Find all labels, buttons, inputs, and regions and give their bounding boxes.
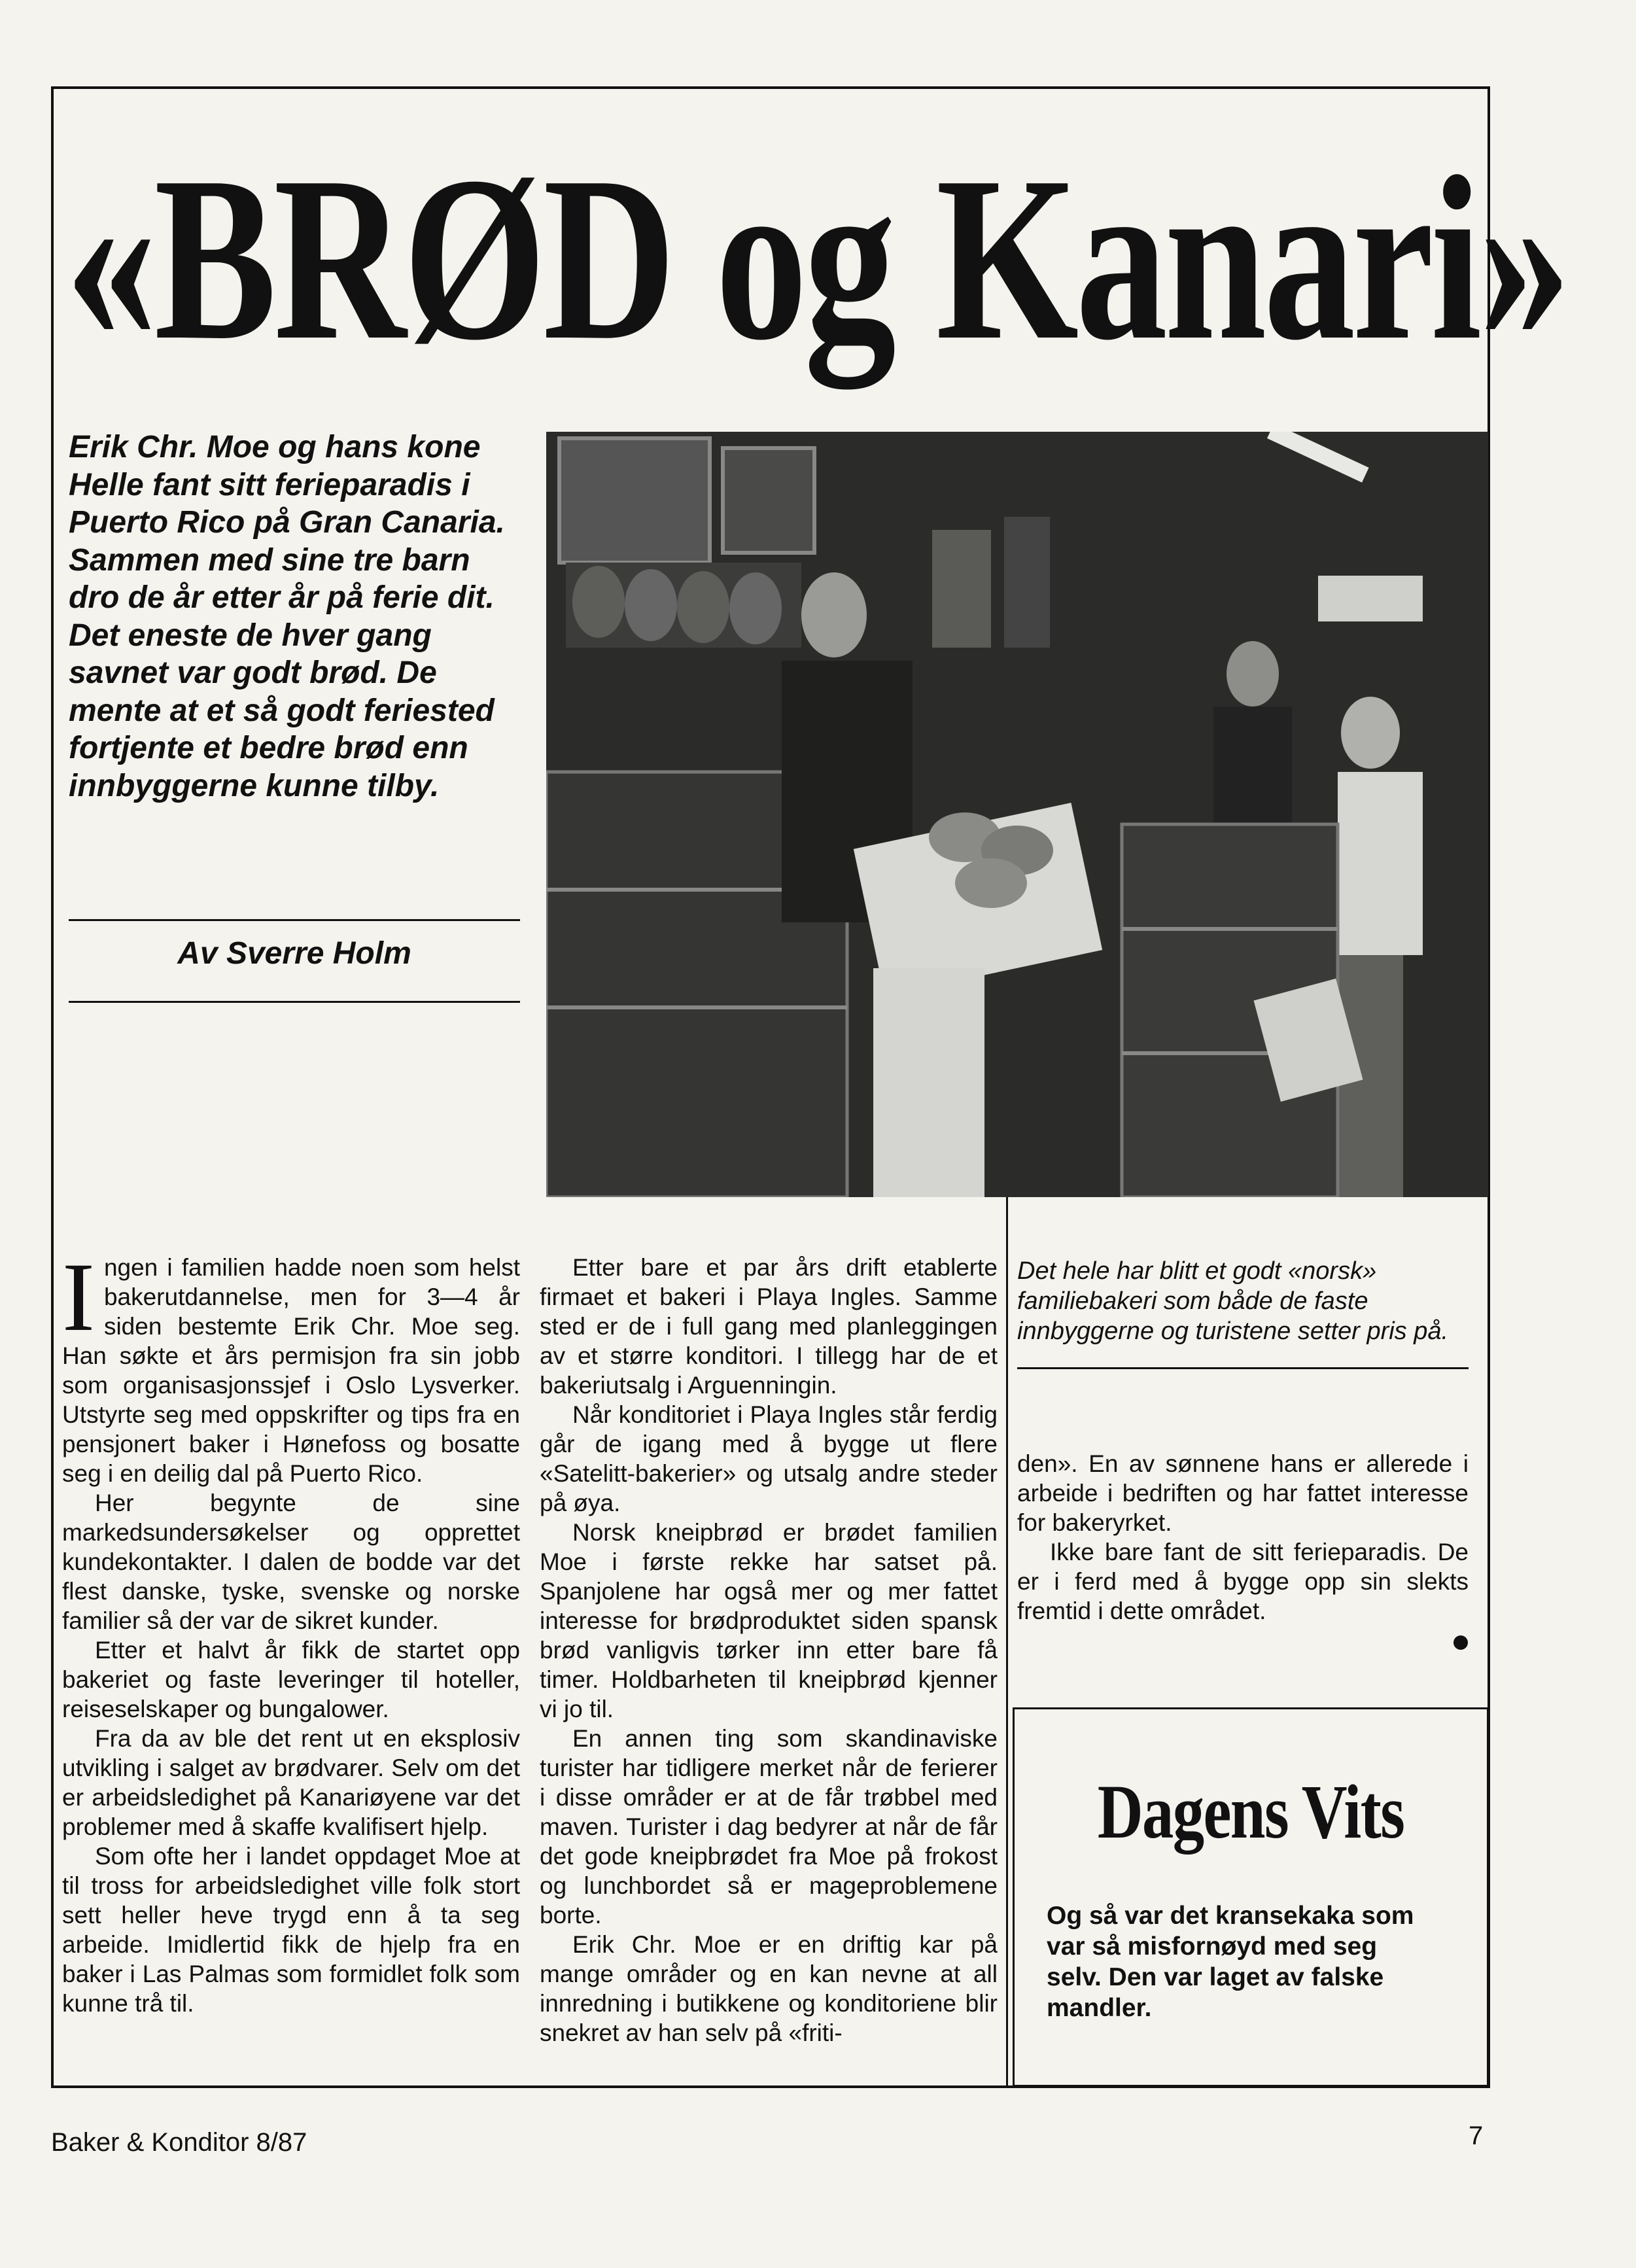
col1-paragraph-5: Som ofte her i landet oppdaget Moe at til tross for arbeidsledighet ville folk stort sett heller heve trygd enn å ta seg arbeide. Imidlertid fikk de hjelp fra en baker i Las Palmas som formidlet folk som kunne trå til. xyxy=(62,1843,520,2017)
sidebar-box xyxy=(1013,1707,1489,2087)
column-3 xyxy=(1017,1449,1469,1626)
byline-rule-top xyxy=(69,919,520,921)
byline: Av Sverre Holm xyxy=(177,936,411,971)
col3-paragraph-2: Ikke bare fant de sitt ferieparadis. De er i ferd med å bygge opp sin slekts fremtid i dette området. xyxy=(1017,1539,1469,1624)
headline: «BRØD og Kanari» xyxy=(65,128,1568,389)
footer-page-number: 7 xyxy=(1469,2121,1484,2150)
col2-paragraph-1: Etter bare et par års drift etablerte firmaet et bakeri i Playa Ingles. Samme sted er de i full gang med planleggingen av et større konditori. I tillegg har de et bakeriutsalg i Arguenningin. xyxy=(540,1254,998,1399)
col2-paragraph-3: Norsk kneipbrød er brødet familien Moe i første rekke har satset på. Spanjolene har også mer og mer fattet interesse for brødproduktet siden spansk brød vanligvis tørker inn etter bare få timer. Holdbarheten til kneipbrød kjenner vi jo til. xyxy=(540,1519,998,1722)
sidebar-title: Dagens Vits xyxy=(1097,1769,1404,1855)
intro-lead: Erik Chr. Moe og hans kone Helle fant sitt ferieparadis i Puerto Rico på Gran Canaria. Sammen med sine tre barn dro de år etter år på ferie dit. Det eneste de hver gang savnet var godt brød. De mente at et så godt feriested fortjente et bedre brød enn innbyggerne kunne tilby. xyxy=(69,430,505,803)
byline-rule-bottom xyxy=(69,1001,520,1003)
col1-paragraph-4: Fra da av ble det rent ut en eksplosiv utvikling i salget av brødvarer. Selv om det er arbeidsledighet på Kanariøyene var det problemer med å skaffe kvalifisert hjelp. xyxy=(62,1725,520,1840)
column-2 xyxy=(540,1253,998,2048)
col2-paragraph-5: Erik Chr. Moe er en driftig kar på mange områder og en kan nevne at all innredning i butikkene og konditoriene blir snekret av han selv på «friti- xyxy=(540,1931,998,2046)
sidebar-joke: Og så var det kransekaka som var så misfornøyd med seg selv. Den var laget av falske mandler. xyxy=(1047,1902,1414,2022)
column-divider xyxy=(1006,1197,1008,2087)
column-1 xyxy=(62,1243,520,2018)
pull-quote-rule xyxy=(1017,1367,1469,1369)
col1-paragraph-1: Ingen i familien hadde noen som helst bakerutdannelse, men for 3—4 år siden bestemte Erik Chr. Moe seg. Han søkte et års permisjon fra sin jobb som organisasjonssjef i Oslo Lysverker. Utstyrte seg med oppskrifter og tips fra en pensjonert baker i Hønefoss og bosatte seg i en deilig dal på Puerto Rico. xyxy=(62,1243,520,1487)
footer-publication: Baker & Konditor 8/87 xyxy=(51,2128,307,2157)
end-mark xyxy=(1453,1635,1468,1650)
pull-quote: Det hele har blitt et godt «norsk» familiebakeri som både de faste innbyggerne og turistene setter pris på. xyxy=(1017,1257,1449,1345)
drop-cap: I xyxy=(62,1243,95,1352)
col1-paragraph-3: Etter et halvt år fikk de startet opp bakeriet og faste leveringer til hoteller, reiseselskaper og bungalower. xyxy=(62,1637,520,1722)
col2-paragraph-2: Når konditoriet i Playa Ingles står ferdig går de igang med å bygge ut flere «Satelitt-bakerier» og utsalg andre steder på øya. xyxy=(540,1401,998,1516)
col2-paragraph-4: En annen ting som skandinaviske turister har tidligere merket når de ferierer i disse områder er at de får trøbbel med maven. Turister i dag bedyrer at når de får det gode kneipbrødet fra Moe på frokost og lunchbordet så er mageproblemene borte. xyxy=(540,1725,998,1928)
bakery-photo xyxy=(546,432,1488,1197)
col1-paragraph-2: Her begynte de sine markedsundersøkelser og opprettet kundekontakter. I dalen de bodde var det flest danske, tyske, svenske og norske familier så der var de sikret kunder. xyxy=(62,1490,520,1634)
bakery-photo-illustration xyxy=(546,432,1488,1197)
col3-paragraph-1: den». En av sønnene hans er allerede i arbeide i bedriften og har fattet interesse for bakeryrket. xyxy=(1017,1450,1469,1536)
